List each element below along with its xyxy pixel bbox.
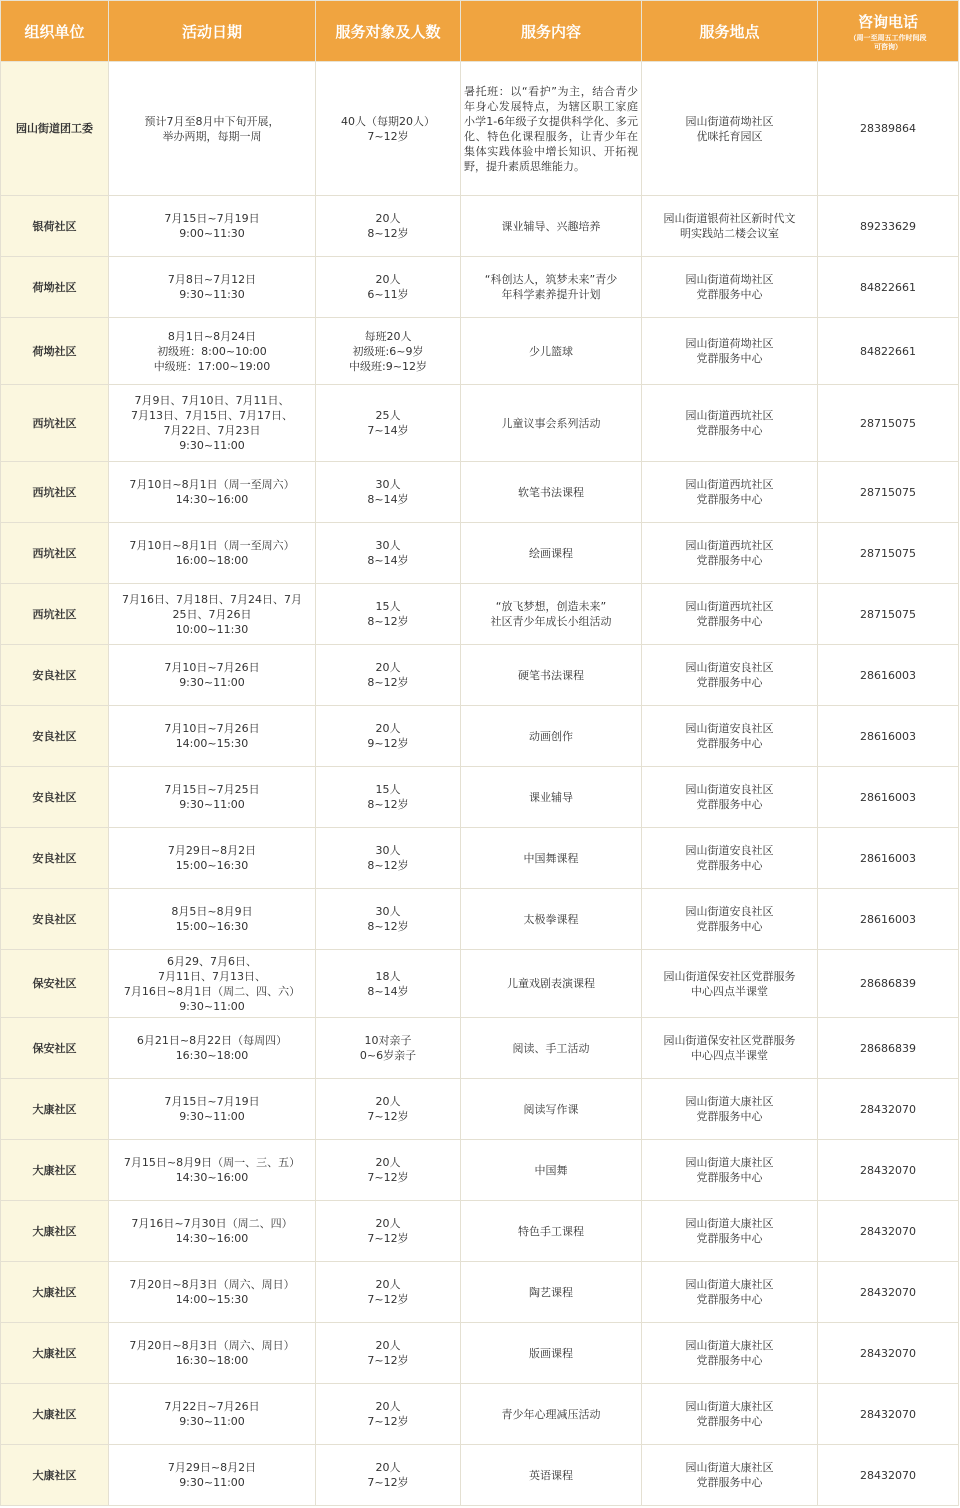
cell-phone: 28616003 bbox=[818, 645, 959, 706]
cell-date: 7月16日、7月18日、7月24日、7月 25日、7月26日 10:00~11:30 bbox=[109, 584, 316, 645]
table-row bbox=[1, 462, 959, 523]
cell-content: 课业辅导 bbox=[461, 767, 642, 828]
cell-date: 7月20日~8月3日（周六、周日） 14:00~15:30 bbox=[109, 1262, 316, 1323]
cell-content: 儿童议事会系列活动 bbox=[461, 385, 642, 462]
cell-location: 园山街道西坑社区 党群服务中心 bbox=[642, 523, 818, 584]
cell-org: 安良社区 bbox=[1, 645, 109, 706]
cell-phone: 28432070 bbox=[818, 1079, 959, 1140]
cell-content: 特色手工课程 bbox=[461, 1201, 642, 1262]
cell-content: 英语课程 bbox=[461, 1445, 642, 1506]
cell-date: 6月29、7月6日、 7月11日、7月13日、 7月16日~8月1日（周二、四、六） 9:30~11:00 bbox=[109, 950, 316, 1018]
cell-target: 20人 9~12岁 bbox=[316, 706, 461, 767]
cell-date: 7月15日~7月25日 9:30~11:00 bbox=[109, 767, 316, 828]
cell-date: 6月21日~8月22日（每周四） 16:30~18:00 bbox=[109, 1018, 316, 1079]
cell-content: 暑托班：以“看护”为主，结合青少年身心发展特点，为辖区职工家庭小学1-6年级子女提供科学化、多元化、特色化课程服务，让青少年在集体实践体验中增长知识、开拓视野，提升素质思维能力。 bbox=[461, 62, 642, 196]
cell-content: 太极拳课程 bbox=[461, 889, 642, 950]
header-org: 组织单位 bbox=[1, 1, 109, 62]
cell-org: 大康社区 bbox=[1, 1140, 109, 1201]
cell-phone: 28715075 bbox=[818, 462, 959, 523]
cell-date: 8月5日~8月9日 15:00~16:30 bbox=[109, 889, 316, 950]
cell-content: 版画课程 bbox=[461, 1323, 642, 1384]
cell-content: 少儿篮球 bbox=[461, 318, 642, 385]
header-phone-note: （周一至周五工作时间段 可咨询） bbox=[849, 33, 927, 51]
cell-location: 园山街道银荷社区新时代文 明实践站二楼会议室 bbox=[642, 196, 818, 257]
cell-org: 大康社区 bbox=[1, 1323, 109, 1384]
cell-date: 7月15日~7月19日 9:00~11:30 bbox=[109, 196, 316, 257]
cell-org: 保安社区 bbox=[1, 950, 109, 1018]
cell-location: 园山街道安良社区 党群服务中心 bbox=[642, 767, 818, 828]
cell-phone: 28715075 bbox=[818, 523, 959, 584]
header-phone-label: 咨询电话 bbox=[857, 12, 918, 31]
table-row bbox=[1, 196, 959, 257]
cell-org: 西坑社区 bbox=[1, 385, 109, 462]
cell-target: 15人 8~12岁 bbox=[316, 584, 461, 645]
cell-phone: 84822661 bbox=[818, 318, 959, 385]
cell-org: 荷坳社区 bbox=[1, 318, 109, 385]
cell-target: 15人 8~12岁 bbox=[316, 767, 461, 828]
cell-target: 20人 7~12岁 bbox=[316, 1445, 461, 1506]
cell-phone: 28715075 bbox=[818, 385, 959, 462]
cell-org: 大康社区 bbox=[1, 1201, 109, 1262]
header-date: 活动日期 bbox=[109, 1, 316, 62]
cell-date: 7月10日~7月26日 14:00~15:30 bbox=[109, 706, 316, 767]
cell-org: 保安社区 bbox=[1, 1018, 109, 1079]
cell-target: 20人 7~12岁 bbox=[316, 1323, 461, 1384]
cell-org: 大康社区 bbox=[1, 1384, 109, 1445]
cell-phone: 28432070 bbox=[818, 1323, 959, 1384]
table-row bbox=[1, 385, 959, 462]
cell-content: 青少年心理减压活动 bbox=[461, 1384, 642, 1445]
cell-target: 10对亲子 0~6岁亲子 bbox=[316, 1018, 461, 1079]
table-row bbox=[1, 828, 959, 889]
header-target: 服务对象及人数 bbox=[316, 1, 461, 62]
cell-location: 园山街道大康社区 党群服务中心 bbox=[642, 1262, 818, 1323]
cell-target: 20人 7~12岁 bbox=[316, 1140, 461, 1201]
cell-content: 动画创作 bbox=[461, 706, 642, 767]
table-row bbox=[1, 1140, 959, 1201]
cell-date: 7月29日~8月2日 9:30~11:00 bbox=[109, 1445, 316, 1506]
cell-phone: 28389864 bbox=[818, 62, 959, 196]
cell-content: 课业辅导、兴趣培养 bbox=[461, 196, 642, 257]
cell-location: 园山街道荷坳社区 党群服务中心 bbox=[642, 318, 818, 385]
cell-target: 20人 7~12岁 bbox=[316, 1079, 461, 1140]
cell-phone: 28432070 bbox=[818, 1262, 959, 1323]
header-phone bbox=[818, 1, 959, 62]
cell-org: 银荷社区 bbox=[1, 196, 109, 257]
cell-location: 园山街道大康社区 党群服务中心 bbox=[642, 1140, 818, 1201]
cell-phone: 89233629 bbox=[818, 196, 959, 257]
cell-date: 7月16日~7月30日（周二、四） 14:30~16:00 bbox=[109, 1201, 316, 1262]
cell-target: 20人 7~12岁 bbox=[316, 1201, 461, 1262]
cell-content: “科创达人，筑梦未来”青少 年科学素养提升计划 bbox=[461, 257, 642, 318]
cell-phone: 28715075 bbox=[818, 584, 959, 645]
table-row bbox=[1, 1201, 959, 1262]
cell-content: 中国舞 bbox=[461, 1140, 642, 1201]
cell-date: 7月9日、7月10日、7月11日、 7月13日、7月15日、7月17日、 7月22日、7月23日 9:30~11:00 bbox=[109, 385, 316, 462]
cell-location: 园山街道保安社区党群服务 中心四点半课堂 bbox=[642, 1018, 818, 1079]
cell-date: 7月10日~7月26日 9:30~11:00 bbox=[109, 645, 316, 706]
cell-date: 7月22日~7月26日 9:30~11:00 bbox=[109, 1384, 316, 1445]
cell-location: 园山街道西坑社区 党群服务中心 bbox=[642, 385, 818, 462]
cell-location: 园山街道荷坳社区 党群服务中心 bbox=[642, 257, 818, 318]
cell-phone: 28616003 bbox=[818, 706, 959, 767]
cell-date: 8月1日~8月24日 初级班：8:00~10:00 中级班：17:00~19:00 bbox=[109, 318, 316, 385]
cell-location: 园山街道安良社区 党群服务中心 bbox=[642, 889, 818, 950]
table-row bbox=[1, 645, 959, 706]
cell-target: 30人 8~12岁 bbox=[316, 889, 461, 950]
table-row bbox=[1, 584, 959, 645]
cell-date: 7月29日~8月2日 15:00~16:30 bbox=[109, 828, 316, 889]
cell-org: 大康社区 bbox=[1, 1445, 109, 1506]
cell-location: 园山街道大康社区 党群服务中心 bbox=[642, 1201, 818, 1262]
cell-content: “放飞梦想，创造未来” 社区青少年成长小组活动 bbox=[461, 584, 642, 645]
header-content: 服务内容 bbox=[461, 1, 642, 62]
cell-target: 20人 8~12岁 bbox=[316, 196, 461, 257]
cell-content: 阅读写作课 bbox=[461, 1079, 642, 1140]
cell-org: 西坑社区 bbox=[1, 584, 109, 645]
cell-content: 绘画课程 bbox=[461, 523, 642, 584]
cell-location: 园山街道安良社区 党群服务中心 bbox=[642, 645, 818, 706]
cell-org: 西坑社区 bbox=[1, 462, 109, 523]
cell-target: 20人 6~11岁 bbox=[316, 257, 461, 318]
cell-org: 西坑社区 bbox=[1, 523, 109, 584]
cell-location: 园山街道西坑社区 党群服务中心 bbox=[642, 584, 818, 645]
cell-org: 安良社区 bbox=[1, 767, 109, 828]
cell-target: 20人 8~12岁 bbox=[316, 645, 461, 706]
cell-content: 陶艺课程 bbox=[461, 1262, 642, 1323]
table-row bbox=[1, 1079, 959, 1140]
cell-location: 园山街道大康社区 党群服务中心 bbox=[642, 1445, 818, 1506]
cell-location: 园山街道安良社区 党群服务中心 bbox=[642, 706, 818, 767]
cell-content: 中国舞课程 bbox=[461, 828, 642, 889]
cell-phone: 28432070 bbox=[818, 1384, 959, 1445]
cell-target: 30人 8~12岁 bbox=[316, 828, 461, 889]
cell-date: 7月20日~8月3日（周六、周日） 16:30~18:00 bbox=[109, 1323, 316, 1384]
table-row bbox=[1, 318, 959, 385]
cell-org: 大康社区 bbox=[1, 1079, 109, 1140]
table-row bbox=[1, 950, 959, 1018]
cell-phone: 28432070 bbox=[818, 1140, 959, 1201]
cell-phone: 84822661 bbox=[818, 257, 959, 318]
cell-content: 硬笔书法课程 bbox=[461, 645, 642, 706]
cell-date: 7月15日~7月19日 9:30~11:00 bbox=[109, 1079, 316, 1140]
cell-location: 园山街道安良社区 党群服务中心 bbox=[642, 828, 818, 889]
cell-date: 7月10日~8月1日（周一至周六） 14:30~16:00 bbox=[109, 462, 316, 523]
cell-location: 园山街道保安社区党群服务 中心四点半课堂 bbox=[642, 950, 818, 1018]
cell-phone: 28686839 bbox=[818, 950, 959, 1018]
cell-phone: 28432070 bbox=[818, 1201, 959, 1262]
cell-target: 25人 7~14岁 bbox=[316, 385, 461, 462]
cell-phone: 28432070 bbox=[818, 1445, 959, 1506]
table-row bbox=[1, 62, 959, 196]
cell-target: 20人 7~12岁 bbox=[316, 1384, 461, 1445]
table-row bbox=[1, 706, 959, 767]
cell-target: 40人（每期20人） 7~12岁 bbox=[316, 62, 461, 196]
cell-location: 园山街道西坑社区 党群服务中心 bbox=[642, 462, 818, 523]
cell-phone: 28616003 bbox=[818, 889, 959, 950]
table-row bbox=[1, 767, 959, 828]
cell-content: 阅读、手工活动 bbox=[461, 1018, 642, 1079]
cell-org: 大康社区 bbox=[1, 1262, 109, 1323]
cell-org: 荷坳社区 bbox=[1, 257, 109, 318]
cell-content: 软笔书法课程 bbox=[461, 462, 642, 523]
table-row bbox=[1, 889, 959, 950]
cell-target: 30人 8~14岁 bbox=[316, 523, 461, 584]
cell-location: 园山街道大康社区 党群服务中心 bbox=[642, 1323, 818, 1384]
cell-phone: 28616003 bbox=[818, 767, 959, 828]
cell-org: 安良社区 bbox=[1, 889, 109, 950]
cell-target: 20人 7~12岁 bbox=[316, 1262, 461, 1323]
cell-location: 园山街道大康社区 党群服务中心 bbox=[642, 1384, 818, 1445]
cell-location: 园山街道大康社区 党群服务中心 bbox=[642, 1079, 818, 1140]
cell-org: 安良社区 bbox=[1, 828, 109, 889]
cell-target: 18人 8~14岁 bbox=[316, 950, 461, 1018]
cell-date: 预计7月至8月中下旬开展， 举办两期，每期一周 bbox=[109, 62, 316, 196]
table-row bbox=[1, 523, 959, 584]
cell-phone: 28616003 bbox=[818, 828, 959, 889]
cell-date: 7月10日~8月1日（周一至周六） 16:00~18:00 bbox=[109, 523, 316, 584]
cell-content: 儿童戏剧表演课程 bbox=[461, 950, 642, 1018]
cell-phone: 28686839 bbox=[818, 1018, 959, 1079]
cell-org: 园山街道团工委 bbox=[1, 62, 109, 196]
cell-date: 7月8日~7月12日 9:30~11:30 bbox=[109, 257, 316, 318]
header-location: 服务地点 bbox=[642, 1, 818, 62]
cell-date: 7月15日~8月9日（周一、三、五） 14:30~16:00 bbox=[109, 1140, 316, 1201]
cell-location: 园山街道荷坳社区 优咪托育园区 bbox=[642, 62, 818, 196]
table-row bbox=[1, 1323, 959, 1384]
table-row bbox=[1, 257, 959, 318]
cell-org: 安良社区 bbox=[1, 706, 109, 767]
cell-target: 每班20人 初级班:6~9岁 中级班:9~12岁 bbox=[316, 318, 461, 385]
cell-target: 30人 8~14岁 bbox=[316, 462, 461, 523]
table-row bbox=[1, 1384, 959, 1445]
table-header-row bbox=[1, 1, 959, 62]
table-row bbox=[1, 1262, 959, 1323]
table-row bbox=[1, 1445, 959, 1506]
table-row bbox=[1, 1018, 959, 1079]
